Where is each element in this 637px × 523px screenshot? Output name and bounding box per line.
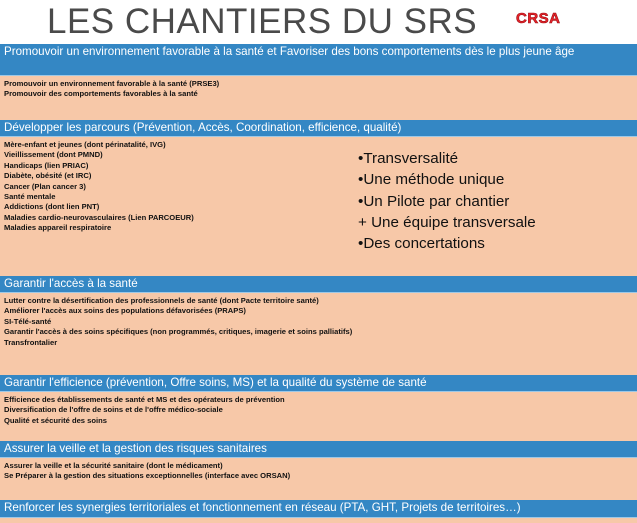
list-item: Maladies cardio-neurovasculaires (Lien PARCOEUR)	[4, 212, 194, 222]
list-item: Cancer (Plan cancer 3)	[4, 181, 86, 191]
page-title: LES CHANTIERS DU SRS	[47, 2, 478, 41]
list-item: Mère-enfant et jeunes (dont périnatalité, IVG)	[4, 140, 166, 149]
principle-item: •Transversalité	[358, 150, 459, 167]
section-content-efficience	[0, 392, 637, 441]
principle-item: •Une méthode unique	[358, 171, 505, 189]
list-item: Assurer la veille et la sécurité sanitaire (dont le médicament)	[4, 461, 223, 470]
list-item: Diabète, obésité (et IRC)	[4, 171, 92, 181]
list-item: SI-Télé-santé	[4, 316, 52, 326]
list-item: Addictions (dont lien PNT)	[4, 202, 100, 212]
section-header-veille: Assurer la veille et la gestion des risques sanitaires	[0, 441, 637, 458]
principle-item: •Des concertations	[358, 235, 485, 253]
list-item: Lutter contre la désertification des professionnels de santé (dont Pacte territoire santé)	[4, 296, 319, 305]
section-content-parcours	[0, 137, 637, 276]
principle-item: + Une équipe transversale	[358, 213, 536, 231]
list-item: Qualité et sécurité des soins	[4, 415, 107, 425]
list-item: Santé mentale	[4, 192, 56, 202]
section-content-environnement	[0, 76, 637, 120]
list-item: Vieillissement (dont PMND)	[4, 150, 103, 160]
title-bar	[0, 0, 637, 44]
list-item: Promouvoir des comportements favorables à la santé	[4, 89, 198, 99]
section-header-acces: Garantir l'accès à la santé	[0, 276, 637, 293]
section-header-parcours: Développer les parcours (Prévention, Accès, Coordination, efficience, qualité)	[0, 120, 637, 137]
list-item: Promouvoir un environnement favorable à la santé (PRSE3)	[4, 79, 220, 88]
section-content-veille	[0, 458, 637, 500]
principles-list	[358, 148, 536, 254]
list-item: Transfrontalier	[4, 337, 58, 347]
list-item: Améliorer l'accès aux soins des populations défavorisées (PRAPS)	[4, 306, 246, 316]
list-item: Garantir l'accès à des soins spécifiques (non programmés, critiques, imagerie et soins palliatifs)	[4, 327, 353, 337]
section-header-efficience: Garantir l'efficience (prévention, Offre soins, MS) et la qualité du système de santé	[0, 375, 637, 392]
principle-item: •Un Pilote par chantier	[358, 192, 510, 210]
list-item: Handicaps (lien PRIAC)	[4, 160, 89, 170]
section-content-acces	[0, 293, 637, 375]
section-header-environnement: Promouvoir un environnement favorable à la santé et Favoriser des bons comportements dès le plus jeune âge	[0, 44, 637, 76]
list-item: Efficience des établissements de santé et MS et des opérateurs de prévention	[4, 395, 285, 404]
section-header-synergies: Renforcer les synergies territoriales et fonctionnement en réseau (PTA, GHT, Projets de territoires…)	[0, 500, 637, 518]
list-item: Maladies appareil respiratoire	[4, 223, 112, 233]
crsa-logo: CRSA	[516, 10, 561, 27]
list-item: Diversification de l'offre de soins et de l'offre médico-sociale	[4, 405, 223, 415]
list-item: Se Préparer à la gestion des situations exceptionnelles (interface avec ORSAN)	[4, 471, 291, 481]
section-content-synergies	[0, 518, 637, 523]
